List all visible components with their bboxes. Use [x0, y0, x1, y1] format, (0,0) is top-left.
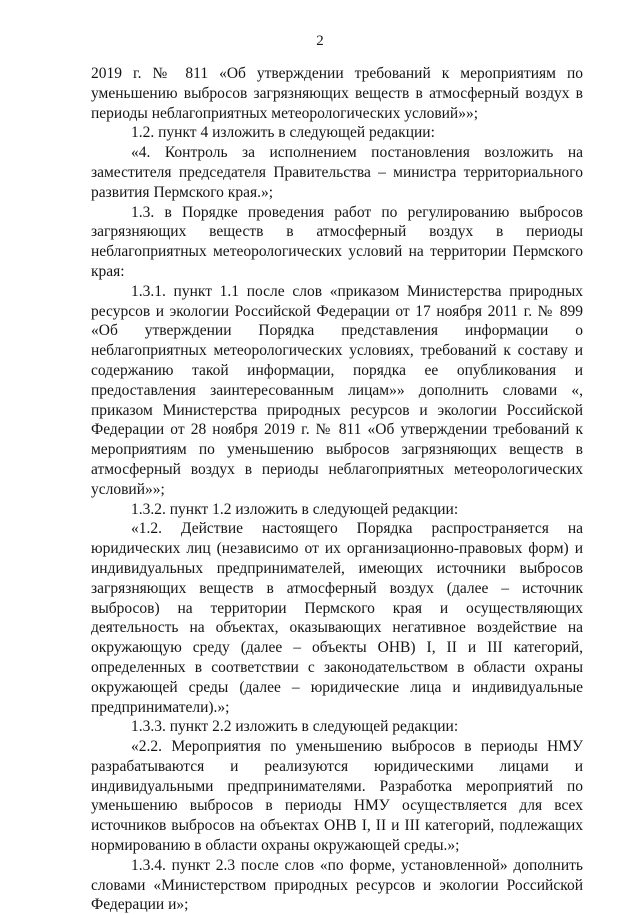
paragraph-1-3-3: 1.3.3. пункт 2.2 изложить в следующей редакции: — [131, 718, 459, 736]
paragraph-1-3: 1.3. в Порядке проведения работ по регулированию выбросов загрязняющих веществ в атмосферный воздух в периоды неблагоприятных метеорологических условий на территории Пермского края: — [91, 203, 583, 280]
paragraph-item-4-text: «4. Контроль за исполнением постановления возложить на заместителя председателя Правительства – министра территориального развития Пермского края.»; — [91, 144, 583, 201]
paragraph-1-3-1: 1.3.1. пункт 1.1 после слов «приказом Министерства природных ресурсов и экологии Российской Федерации от 17 ноября 2011 г. № 899 «Об утверждении Порядка представления информации о неблагоприятных метеорологических условиях, требований к составу и содержанию такой информации, порядка ее опубликования и предоставления заинтересованным лицам»» дополнить словами «, приказом Министерства природных ресурсов и экологии Российской Федерации от 28 ноября 2019 г. № 811 «Об утверждении требований к мероприятиям по уменьшению выбросов загрязняющих веществ в атмосферный воздух в периоды неблагоприятных метеорологических условий»»; — [91, 282, 583, 498]
paragraph-1-3-2: 1.3.2. пункт 1.2 изложить в следующей редакции: — [131, 500, 459, 518]
paragraph-item-2-2-text: «2.2. Мероприятия по уменьшению выбросов в периоды НМУ разрабатываются и реализуются юридическими лицами и индивидуальными предпринимателями. Разработка мероприятий по уменьшению выбросов в периоды НМУ осуществляется для всех источников выбросов на объектах ОНВ I, II и III категорий, подлежащих нормированию в области охраны окружающей среды.»; — [91, 738, 583, 855]
paragraph-continuation: 2019 г. № 811 «Об утверждении требований к мероприятиям по уменьшению выбросов загрязняющих веществ в атмосферный воздух в периоды неблагоприятных метеорологических условий»»; — [91, 65, 583, 122]
paragraph-1-2: 1.2. пункт 4 изложить в следующей редакции: — [131, 124, 435, 142]
page-number: 2 — [316, 33, 324, 49]
document-body — [91, 64, 583, 915]
paragraph-1-3-4: 1.3.4. пункт 2.3 после слов «по форме, установленной» дополнить словами «Министерством природных ресурсов и экологии Российской Федерации и»; — [91, 856, 583, 914]
paragraph-item-1-2-text: «1.2. Действие настоящего Порядка распространяется на юридических лиц (независимо от их организационно-правовых форм) и индивидуальных предпринимателей, имеющих источники выбросов загрязняющих веществ в атмосферный воздух (далее – источник выбросов) на территории Пермского края и осуществляющих деятельность на объектах, оказывающих негативное воздействие на окружающую среду (далее – объекты ОНВ) I, II и III категорий, определенных в соответствии с законодательством в области охраны окружающей среды (далее – юридические лица и индивидуальные предприниматели).»; — [91, 520, 583, 716]
